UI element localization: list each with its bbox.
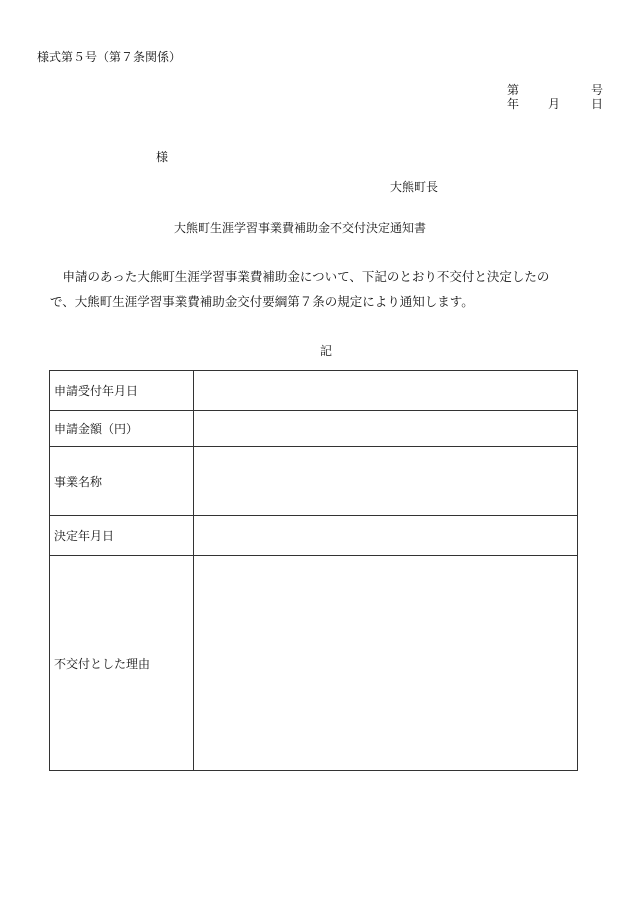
row-label: 申請金額（円） xyxy=(50,411,194,447)
row-value-decision-date xyxy=(194,516,578,556)
row-value-project-name xyxy=(194,447,578,516)
form-number: 様式第５号（第７条関係） xyxy=(37,50,182,64)
table-row-application-date xyxy=(50,371,578,411)
document-number xyxy=(507,84,603,96)
row-value-application-date xyxy=(194,371,578,411)
document-number-prefix: 第 xyxy=(507,83,520,97)
notice-body-line-1: 申請のあった大熊町生涯学習事業費補助金について、下記のとおり不交付と決定したの xyxy=(50,269,550,284)
row-label: 申請受付年月日 xyxy=(50,371,194,411)
ki-heading: 記 xyxy=(320,344,333,358)
addressee-suffix: 様 xyxy=(156,150,169,164)
issuer-name: 大熊町長 xyxy=(390,180,439,194)
table-row-amount xyxy=(50,411,578,447)
details-table xyxy=(49,370,578,771)
table-row-decision-date xyxy=(50,516,578,556)
notice-body xyxy=(50,264,610,314)
table-row-project-name xyxy=(50,447,578,516)
row-label: 決定年月日 xyxy=(50,516,194,556)
date-year-label: 年 xyxy=(507,97,520,111)
date-day-label: 日 xyxy=(591,97,604,111)
document-title: 大熊町生涯学習事業費補助金不交付決定通知書 xyxy=(174,221,427,235)
row-value-reason xyxy=(194,556,578,771)
date-month-label: 月 xyxy=(548,97,561,111)
row-label: 事業名称 xyxy=(50,447,194,516)
row-label: 不交付とした理由 xyxy=(50,556,194,771)
document-number-suffix: 号 xyxy=(590,83,603,97)
row-value-amount xyxy=(194,411,578,447)
table-row-reason xyxy=(50,556,578,771)
notice-body-line-2: で、大熊町生涯学習事業費補助金交付要綱第７条の規定により通知します。 xyxy=(50,294,474,309)
